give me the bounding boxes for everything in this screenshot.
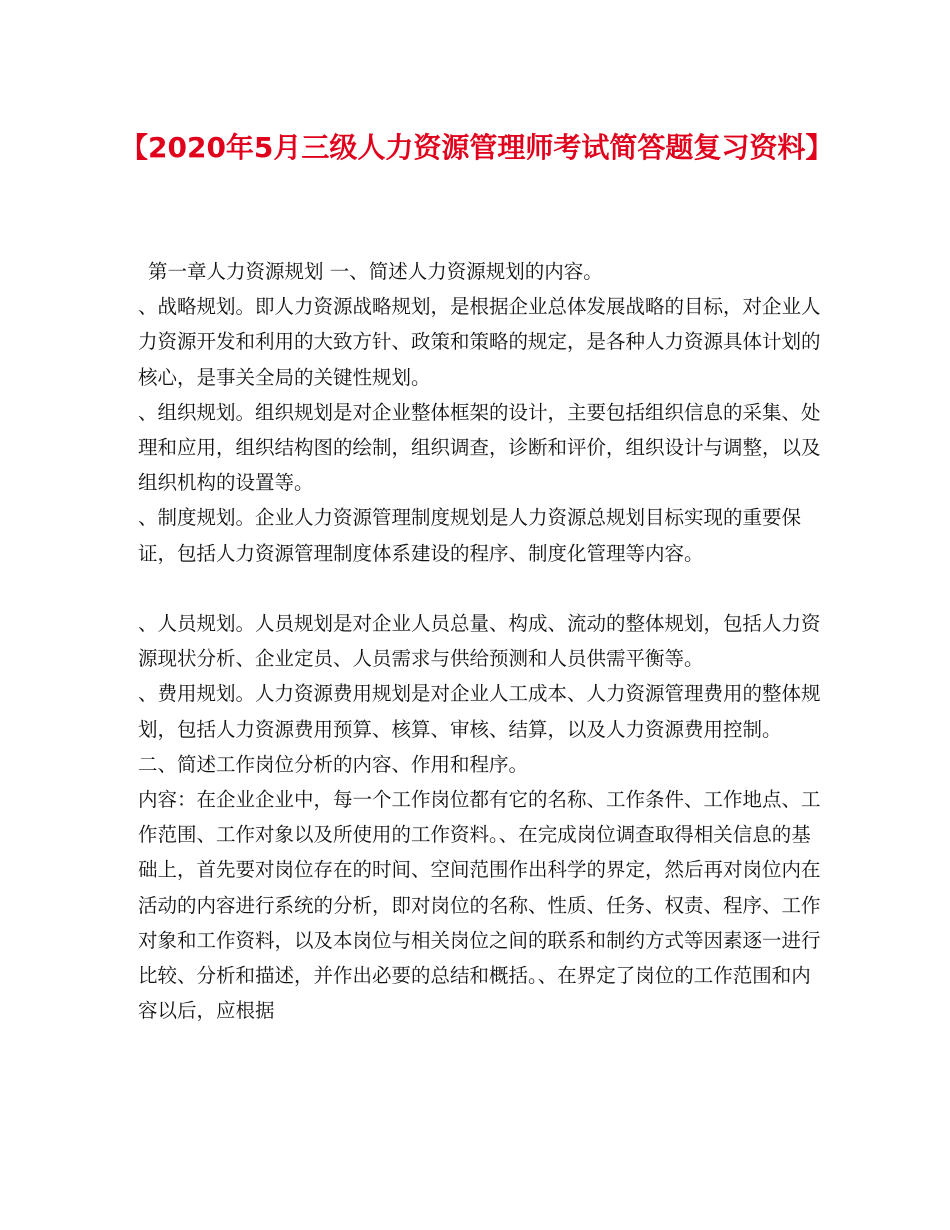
paragraph-system-planning: 、制度规划。企业人力资源管理制度规划是人力资源总规划目标实现的重要保证，包括人力资源管理制度体系建设的程序、制度化管理等内容。 — [138, 506, 802, 565]
paragraph-personnel-planning: 、人员规划。人员规划是对企业人员总量、构成、流动的整体规划，包括人力资源现状分析、企业定员、人员需求与供给预测和人员供需平衡等。 — [138, 612, 821, 671]
paragraph-organization-planning: 、组织规划。组织规划是对企业整体框架的设计，主要包括组织信息的采集、处理和应用，组织结构图的绘制，组织调查，诊断和评价，组织设计与调整，以及组织机构的设置等。 — [138, 400, 821, 495]
section-heading-job-analysis: 二、简述工作岗位分析的内容、作用和程序。 — [138, 752, 529, 776]
document-title: 【2020年5月三级人力资源管理师考试简答题复习资料】 — [120, 131, 834, 164]
paragraph-job-analysis-content: 内容：在企业企业中，每一个工作岗位都有它的名称、工作条件、工作地点、工作范围、工作对象以及所使用的工作资料。、在完成岗位调查取得相关信息的基础上，首先要对岗位存在的时间、空间范围作出科学的界定，然后再对岗位内在活动的内容进行系统的分析，即对岗位的名称、性质、任务、权责、程序、工作对象和工作资料，以及本岗位与相关岗位之间的联系和制约方式等因素逐一进行比较、分析和描述，并作出必要的总结和概括。、在界定了岗位的工作范围和内容以后，应根据 — [138, 788, 821, 1023]
document-body — [138, 254, 828, 1028]
paragraph-cost-planning: 、费用规划。人力资源费用规划是对企业人工成本、人力资源管理费用的整体规划，包括人力资源费用预算、核算、审核、结算，以及人力资源费用控制。 — [138, 682, 821, 741]
chapter-heading: 第一章人力资源规划 一、简述人力资源规划的内容。 — [148, 260, 603, 283]
paragraph-gap — [138, 571, 828, 606]
paragraph-strategy-planning: 、战略规划。即人力资源战略规划，是根据企业总体发展战略的目标，对企业人力资源开发和利用的大致方针、政策和策略的规定，是各种人力资源具体计划的核心，是事关全局的关键性规划。 — [138, 295, 821, 389]
